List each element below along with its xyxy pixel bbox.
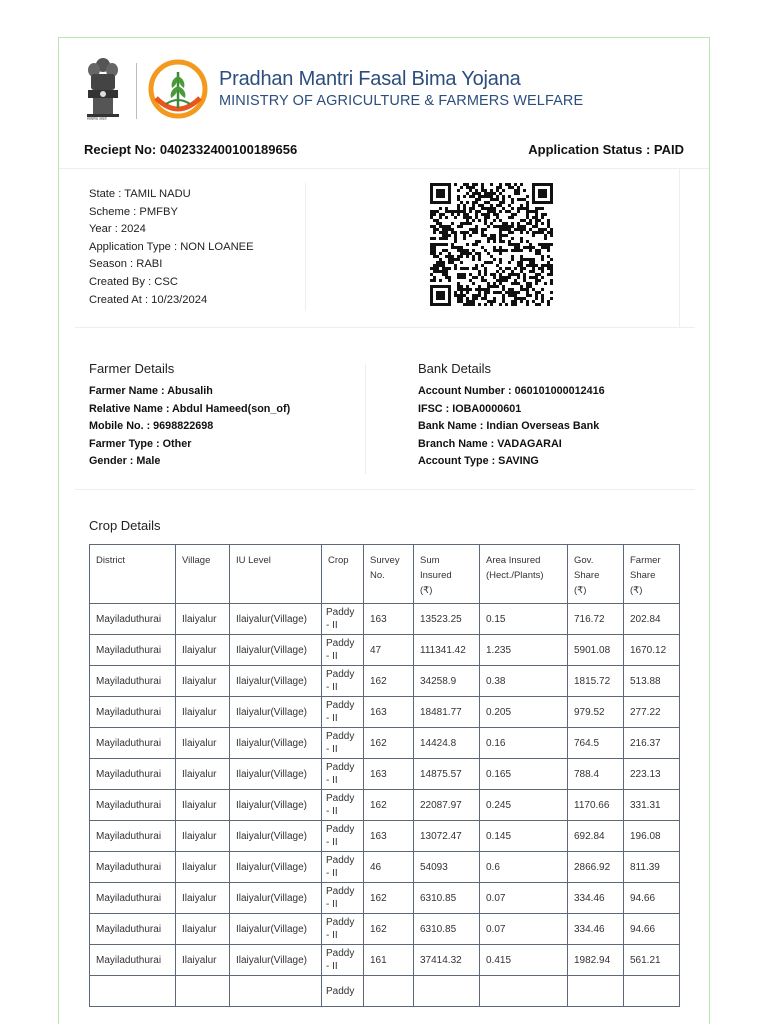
cell-farmer-share: 1670.12 [624, 635, 680, 666]
cell-area-insured: 0.165 [480, 759, 568, 790]
info-right-divider [679, 169, 680, 327]
cell-crop: Paddy - II [322, 914, 364, 945]
cell-iu-level: Ilaiyalur(Village) [230, 852, 322, 883]
bank-details [418, 383, 605, 471]
cell-iu-level: Ilaiyalur(Village) [230, 759, 322, 790]
cell-gov-share: 334.46 [568, 883, 624, 914]
table-row [90, 821, 680, 852]
cell-survey-no: 163 [364, 759, 414, 790]
col-header-line: (₹) [420, 585, 433, 596]
cell-survey-no: 161 [364, 945, 414, 976]
crop-table [89, 544, 680, 1007]
crop-table-body [90, 604, 680, 1007]
mobile-number: Mobile No. : 9698822698 [89, 420, 214, 432]
col-header-line: Gov. [574, 555, 594, 566]
cell-crop: Paddy - II [322, 883, 364, 914]
cell-area-insured [480, 976, 568, 1007]
col-header-farmer-share [624, 545, 680, 604]
col-header-line: Village [182, 555, 211, 566]
cell-village: Ilaiyalur [176, 852, 230, 883]
table-row [90, 945, 680, 976]
details-divider [365, 364, 366, 474]
cell-iu-level: Ilaiyalur(Village) [230, 728, 322, 759]
cell-district: Mayiladuthurai [90, 945, 176, 976]
cell-district: Mayiladuthurai [90, 852, 176, 883]
cell-area-insured: 0.07 [480, 883, 568, 914]
cell-district: Mayiladuthurai [90, 604, 176, 635]
cell-crop: Paddy - II [322, 945, 364, 976]
cell-area-insured: 0.6 [480, 852, 568, 883]
cell-area-insured: 0.245 [480, 790, 568, 821]
col-header-sum-insured [414, 545, 480, 604]
cell-village: Ilaiyalur [176, 759, 230, 790]
cell-village: Ilaiyalur [176, 914, 230, 945]
cell-sum-insured: 54093 [414, 852, 480, 883]
info-season: Season : RABI [89, 258, 163, 271]
col-header-line: Share [574, 570, 600, 581]
col-header-line: Insured [420, 570, 452, 581]
col-header-line: Share [630, 570, 656, 581]
table-row [90, 852, 680, 883]
info-state: State : TAMIL NADU [89, 188, 191, 200]
cell-area-insured: 0.145 [480, 821, 568, 852]
cell-iu-level: Ilaiyalur(Village) [230, 666, 322, 697]
cell-iu-level: Ilaiyalur(Village) [230, 790, 322, 821]
cell-sum-insured: 13523.25 [414, 604, 480, 635]
cell-district: Mayiladuthurai [90, 914, 176, 945]
table-row [90, 976, 680, 1007]
farmer-name: Farmer Name : Abusalih [89, 385, 213, 397]
cell-crop: Paddy - II [322, 821, 364, 852]
cell-crop: Paddy - II [322, 728, 364, 759]
col-header-gov-share [568, 545, 624, 604]
cell-district: Mayiladuthurai [90, 666, 176, 697]
cell-village [176, 976, 230, 1007]
cell-survey-no: 46 [364, 852, 414, 883]
cell-farmer-share: 216.37 [624, 728, 680, 759]
info-year: Year : 2024 [89, 223, 146, 236]
national-emblem-icon [83, 56, 123, 124]
emblem-caption: सत्यमेव जयते [87, 116, 107, 121]
cell-farmer-share: 196.08 [624, 821, 680, 852]
ministry-subtitle: MINISTRY OF AGRICULTURE & FARMERS WELFARE [219, 93, 584, 109]
cell-gov-share: 788.4 [568, 759, 624, 790]
col-header-line: Sum [420, 555, 440, 566]
cell-area-insured: 0.16 [480, 728, 568, 759]
cell-sum-insured: 37414.32 [414, 945, 480, 976]
info-created-at: Created At : 10/23/2024 [89, 293, 208, 306]
cell-iu-level: Ilaiyalur(Village) [230, 697, 322, 728]
col-header-line: Survey [370, 555, 400, 566]
col-header-line: Area Insured [486, 555, 541, 566]
cell-sum-insured: 18481.77 [414, 697, 480, 728]
farmer-details-heading: Farmer Details [89, 361, 175, 376]
col-header-line: Crop [328, 555, 349, 566]
cell-sum-insured: 6310.85 [414, 914, 480, 945]
receipt-number: Reciept No: 0402332400100189656 [84, 142, 298, 157]
cell-village: Ilaiyalur [176, 790, 230, 821]
cell-village: Ilaiyalur [176, 666, 230, 697]
cell-iu-level [230, 976, 322, 1007]
cell-farmer-share: 94.66 [624, 883, 680, 914]
cell-survey-no: 162 [364, 914, 414, 945]
cell-district: Mayiladuthurai [90, 635, 176, 666]
crop-details-heading: Crop Details [89, 518, 161, 533]
col-header-district [90, 545, 176, 604]
col-header-crop [322, 545, 364, 604]
info-created-by: Created By : CSC [89, 275, 178, 288]
cell-crop: Paddy [322, 976, 364, 1007]
details-bottom-divider [75, 489, 695, 490]
cell-iu-level: Ilaiyalur(Village) [230, 945, 322, 976]
col-header-line: IU Level [236, 555, 271, 566]
col-header-line: (Hect./Plants) [486, 570, 544, 581]
cell-survey-no [364, 976, 414, 1007]
cell-village: Ilaiyalur [176, 821, 230, 852]
cell-district: Mayiladuthurai [90, 728, 176, 759]
header-divider [59, 168, 710, 169]
cell-district: Mayiladuthurai [90, 759, 176, 790]
cell-village: Ilaiyalur [176, 728, 230, 759]
info-application-type: Application Type : NON LOANEE [89, 240, 254, 253]
cell-crop: Paddy - II [322, 697, 364, 728]
branch-name: Branch Name : VADAGARAI [418, 437, 562, 450]
cell-gov-share: 334.46 [568, 914, 624, 945]
cell-iu-level: Ilaiyalur(Village) [230, 883, 322, 914]
qr-code [430, 182, 553, 309]
cell-sum-insured: 13072.47 [414, 821, 480, 852]
cell-crop: Paddy - II [322, 666, 364, 697]
cell-gov-share: 5901.08 [568, 635, 624, 666]
cell-village: Ilaiyalur [176, 883, 230, 914]
cell-village: Ilaiyalur [176, 635, 230, 666]
cell-area-insured: 0.38 [480, 666, 568, 697]
cell-sum-insured: 6310.85 [414, 883, 480, 914]
col-header-line: (₹) [630, 585, 643, 596]
cell-district: Mayiladuthurai [90, 790, 176, 821]
scheme-title: Pradhan Mantri Fasal Bima Yojana [219, 68, 521, 90]
cell-gov-share: 1815.72 [568, 666, 624, 697]
cell-sum-insured: 34258.9 [414, 666, 480, 697]
cell-survey-no: 162 [364, 790, 414, 821]
cell-gov-share: 764.5 [568, 728, 624, 759]
cell-survey-no: 163 [364, 821, 414, 852]
application-status: Application Status : PAID [528, 142, 684, 157]
cell-gov-share: 1170.66 [568, 790, 624, 821]
table-row [90, 759, 680, 790]
cell-gov-share: 2866.92 [568, 852, 624, 883]
col-header-survey-no [364, 545, 414, 604]
cell-area-insured: 0.07 [480, 914, 568, 945]
account-type: Account Type : SAVING [418, 455, 539, 467]
cell-area-insured: 0.415 [480, 945, 568, 976]
cell-village: Ilaiyalur [176, 604, 230, 635]
info-bottom-divider [75, 327, 695, 328]
table-row [90, 697, 680, 728]
cell-sum-insured [414, 976, 480, 1007]
table-row [90, 883, 680, 914]
cell-gov-share: 692.84 [568, 821, 624, 852]
cell-sum-insured: 14424.8 [414, 728, 480, 759]
info-scheme: Scheme : PMFBY [89, 205, 178, 218]
col-header-line: District [96, 555, 126, 566]
account-number: Account Number : 060101000012416 [418, 385, 605, 397]
cell-village: Ilaiyalur [176, 697, 230, 728]
cell-farmer-share: 513.88 [624, 666, 680, 697]
cell-sum-insured: 14875.57 [414, 759, 480, 790]
cell-survey-no: 47 [364, 635, 414, 666]
cell-gov-share: 1982.94 [568, 945, 624, 976]
cell-area-insured: 0.205 [480, 697, 568, 728]
cell-iu-level: Ilaiyalur(Village) [230, 604, 322, 635]
application-info [89, 186, 254, 309]
col-header-line: Farmer [630, 555, 661, 566]
cell-gov-share: 716.72 [568, 604, 624, 635]
cell-district: Mayiladuthurai [90, 697, 176, 728]
cell-farmer-share: 202.84 [624, 604, 680, 635]
cell-farmer-share: 331.31 [624, 790, 680, 821]
col-header-line: No. [370, 570, 385, 581]
cell-crop: Paddy - II [322, 759, 364, 790]
cell-survey-no: 162 [364, 728, 414, 759]
cell-sum-insured: 111341.42 [414, 635, 480, 666]
cell-iu-level: Ilaiyalur(Village) [230, 821, 322, 852]
cell-farmer-share: 94.66 [624, 914, 680, 945]
cell-area-insured: 1.235 [480, 635, 568, 666]
farmer-details [89, 383, 290, 471]
cell-farmer-share: 277.22 [624, 697, 680, 728]
cell-district: Mayiladuthurai [90, 883, 176, 914]
pmfby-logo-icon [148, 58, 208, 120]
cell-sum-insured: 22087.97 [414, 790, 480, 821]
cell-iu-level: Ilaiyalur(Village) [230, 635, 322, 666]
cell-survey-no: 163 [364, 604, 414, 635]
cell-village: Ilaiyalur [176, 945, 230, 976]
gender: Gender : Male [89, 455, 161, 467]
col-header-area-insured [480, 545, 568, 604]
cell-crop: Paddy - II [322, 852, 364, 883]
table-row [90, 666, 680, 697]
cell-farmer-share: 223.13 [624, 759, 680, 790]
cell-area-insured: 0.15 [480, 604, 568, 635]
col-header-line: (₹) [574, 585, 587, 596]
col-header-iu-level [230, 545, 322, 604]
cell-iu-level: Ilaiyalur(Village) [230, 914, 322, 945]
logo-divider [136, 63, 137, 119]
farmer-type: Farmer Type : Other [89, 437, 192, 450]
ifsc: IFSC : IOBA0000601 [418, 402, 522, 415]
cell-gov-share: 979.52 [568, 697, 624, 728]
qr-pattern [430, 183, 553, 306]
relative-name: Relative Name : Abdul Hameed(son_of) [89, 402, 291, 415]
col-header-village [176, 545, 230, 604]
cell-gov-share [568, 976, 624, 1007]
table-row [90, 914, 680, 945]
cell-farmer-share: 561.21 [624, 945, 680, 976]
cell-crop: Paddy - II [322, 790, 364, 821]
bank-name: Bank Name : Indian Overseas Bank [418, 420, 600, 432]
info-divider [305, 183, 306, 311]
cell-district: Mayiladuthurai [90, 821, 176, 852]
crop-table-header [90, 545, 680, 604]
table-row [90, 604, 680, 635]
table-row [90, 728, 680, 759]
table-row [90, 790, 680, 821]
cell-district [90, 976, 176, 1007]
bank-details-heading: Bank Details [418, 361, 491, 376]
cell-farmer-share: 811.39 [624, 852, 680, 883]
cell-crop: Paddy - II [322, 635, 364, 666]
cell-survey-no: 162 [364, 666, 414, 697]
table-row [90, 635, 680, 666]
cell-farmer-share [624, 976, 680, 1007]
cell-crop: Paddy - II [322, 604, 364, 635]
receipt-card [58, 37, 710, 1024]
cell-survey-no: 163 [364, 697, 414, 728]
cell-survey-no: 162 [364, 883, 414, 914]
